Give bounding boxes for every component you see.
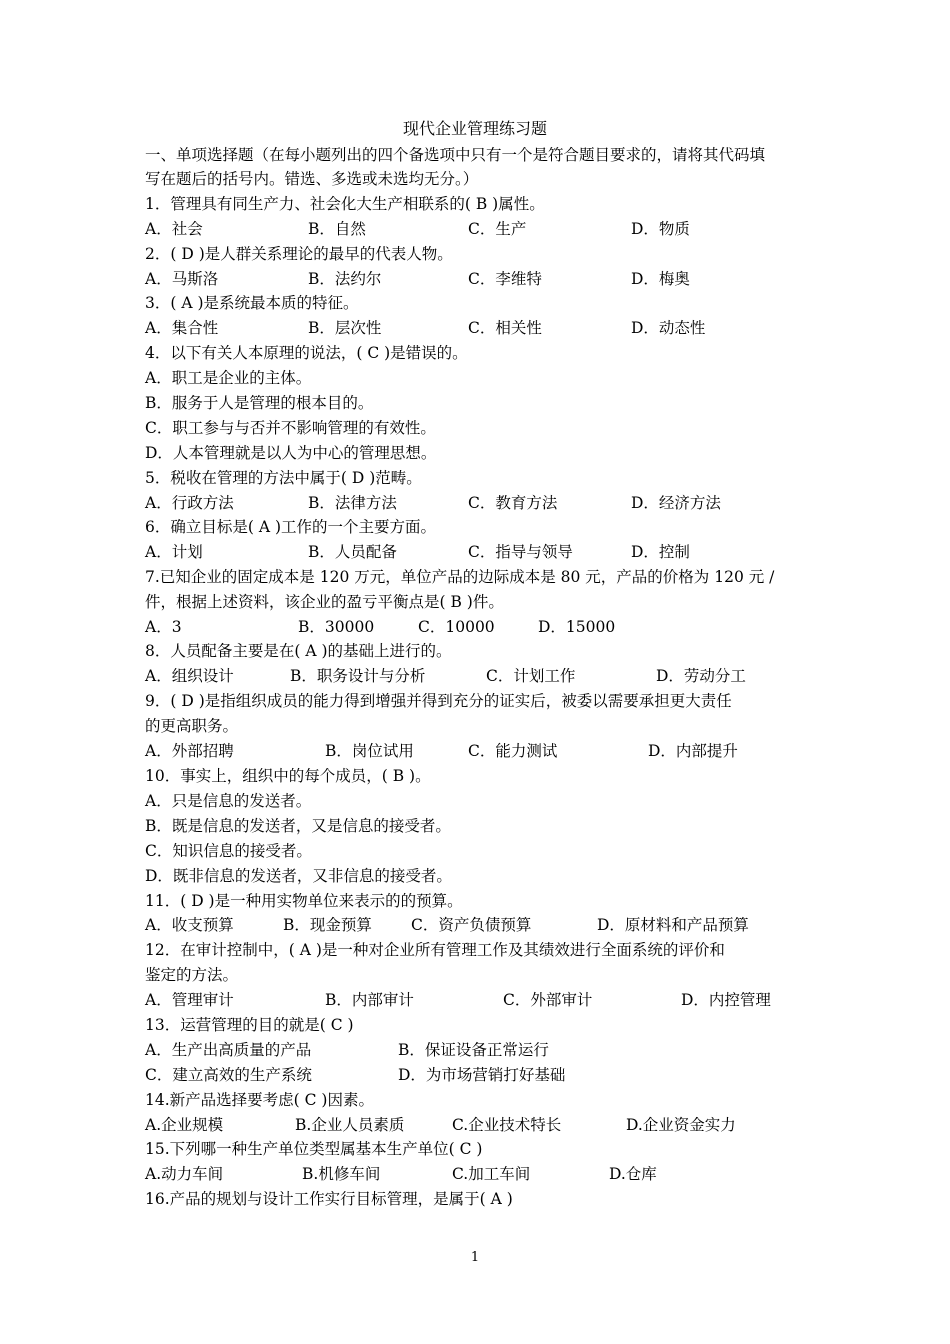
question-5-options bbox=[145, 491, 825, 515]
question-10-option-b: B．既是信息的发送者，又是信息的接受者。 bbox=[145, 817, 451, 835]
option-c: C．资产负债预算 bbox=[411, 916, 532, 934]
question-8-stem: 8．人员配备主要是在( A )的基础上进行的。 bbox=[145, 642, 452, 660]
question-2-options bbox=[145, 267, 825, 291]
option-b: B．现金预算 bbox=[283, 916, 372, 934]
question-3-stem: 3．( A )是系统最本质的特征。 bbox=[145, 294, 359, 312]
option-d: D.企业资金实力 bbox=[626, 1116, 736, 1134]
page-number: 1 bbox=[470, 1250, 480, 1265]
question-14-options bbox=[145, 1113, 825, 1137]
question-11-options bbox=[145, 913, 825, 937]
option-a: A．马斯洛 bbox=[145, 270, 219, 288]
option-d: D．原材料和产品预算 bbox=[597, 916, 749, 934]
option-c: C．外部审计 bbox=[503, 991, 593, 1009]
option-c: C．指导与领导 bbox=[468, 543, 573, 561]
option-d: D．劳动分工 bbox=[656, 667, 746, 685]
question-15-stem: 15.下列哪一种生产单位类型属基本生产单位( C ) bbox=[145, 1140, 483, 1158]
option-c: C．相关性 bbox=[468, 319, 542, 337]
option-b: B.机修车间 bbox=[302, 1165, 381, 1183]
option-c: C．能力测试 bbox=[468, 742, 558, 760]
question-11-stem: 11．( D )是一种用实物单位来表示的的预算。 bbox=[145, 892, 463, 910]
option-c: C.企业技术特长 bbox=[452, 1116, 562, 1134]
question-2-stem: 2．( D )是人群关系理论的最早的代表人物。 bbox=[145, 245, 453, 263]
option-b: B．30000 bbox=[298, 618, 375, 636]
option-d: D．内控管理 bbox=[681, 991, 771, 1009]
option-a: A．行政方法 bbox=[145, 494, 234, 512]
option-b: B．自然 bbox=[308, 220, 366, 238]
question-4-option-c: C．职工参与与否并不影响管理的有效性。 bbox=[145, 419, 436, 437]
option-b: B．岗位试用 bbox=[325, 742, 414, 760]
option-a: A.企业规模 bbox=[145, 1116, 224, 1134]
question-7-stem-line1: 7.已知企业的固定成本是 120 万元，单位产品的边际成本是 80 元，产品的价格为 120 元 / bbox=[145, 568, 775, 586]
option-c: C．李维特 bbox=[468, 270, 542, 288]
question-6-options bbox=[145, 540, 825, 564]
option-d: D．内部提升 bbox=[648, 742, 738, 760]
option-d: D．15000 bbox=[538, 618, 616, 636]
option-a: A．收支预算 bbox=[145, 916, 234, 934]
option-d: D．为市场营销打好基础 bbox=[398, 1066, 566, 1084]
option-c: C．10000 bbox=[418, 618, 495, 636]
question-6-stem: 6．确立目标是( A )工作的一个主要方面。 bbox=[145, 518, 437, 536]
option-d: D．物质 bbox=[631, 220, 690, 238]
section-heading-line1: 一、单项选择题（在每小题列出的四个备选项中只有一个是符合题目要求的，请将其代码填 bbox=[145, 146, 766, 164]
question-4-option-b: B．服务于人是管理的根本目的。 bbox=[145, 394, 374, 412]
question-9-stem-line2: 的更高职务。 bbox=[145, 717, 239, 735]
option-a: A．集合性 bbox=[145, 319, 219, 337]
option-b: B．层次性 bbox=[308, 319, 382, 337]
option-c: C．生产 bbox=[468, 220, 527, 238]
question-7-stem-line2: 件，根据上述资料，该企业的盈亏平衡点是( B )件。 bbox=[145, 593, 504, 611]
option-a: A．计划 bbox=[145, 543, 203, 561]
question-8-options bbox=[145, 664, 825, 688]
option-b: B．法律方法 bbox=[308, 494, 397, 512]
question-10-stem: 10．事实上，组织中的每个成员，( B )。 bbox=[145, 767, 431, 785]
question-12-options bbox=[145, 988, 825, 1012]
option-c: C．建立高效的生产系统 bbox=[145, 1066, 312, 1084]
option-c: C.加工车间 bbox=[452, 1165, 531, 1183]
option-b: B.企业人员素质 bbox=[295, 1116, 405, 1134]
option-c: C．教育方法 bbox=[468, 494, 558, 512]
question-5-stem: 5．税收在管理的方法中属于( D )范畴。 bbox=[145, 469, 422, 487]
option-d: D．控制 bbox=[631, 543, 690, 561]
question-9-options bbox=[145, 739, 825, 763]
question-10-option-a: A．只是信息的发送者。 bbox=[145, 792, 312, 810]
option-b: B．法约尔 bbox=[308, 270, 382, 288]
question-12-stem-line1: 12．在审计控制中，( A )是一种对企业所有管理工作及其绩效进行全面系统的评价和 bbox=[145, 941, 725, 959]
option-c: C．计划工作 bbox=[486, 667, 576, 685]
option-b: B．内部审计 bbox=[325, 991, 414, 1009]
section-heading-line2: 写在题后的括号内。错选、多选或未选均无分。） bbox=[145, 170, 479, 188]
question-14-stem: 14.新产品选择要考虑( C )因素。 bbox=[145, 1091, 374, 1109]
option-a: A．3 bbox=[145, 618, 182, 636]
question-7-options bbox=[145, 615, 825, 639]
option-d: D．动态性 bbox=[631, 319, 706, 337]
option-b: B．保证设备正常运行 bbox=[398, 1041, 549, 1059]
option-b: B．人员配备 bbox=[308, 543, 397, 561]
question-12-stem-line2: 鉴定的方法。 bbox=[145, 966, 239, 984]
question-15-options bbox=[145, 1162, 825, 1186]
page-title: 现代企业管理练习题 bbox=[402, 119, 547, 138]
option-d: D．经济方法 bbox=[631, 494, 721, 512]
question-13-options-row1 bbox=[145, 1038, 825, 1062]
question-13-stem: 13．运营管理的目的就是( C ) bbox=[145, 1016, 354, 1034]
question-10-option-d: D．既非信息的发送者，又非信息的接受者。 bbox=[145, 867, 452, 885]
option-a: A．生产出高质量的产品 bbox=[145, 1041, 312, 1059]
option-a: A．组织设计 bbox=[145, 667, 234, 685]
question-9-stem-line1: 9．( D )是指组织成员的能力得到增强并得到充分的证实后，被委以需要承担更大责任 bbox=[145, 692, 732, 710]
question-16-stem: 16.产品的规划与设计工作实行目标管理，是属于( A ) bbox=[145, 1190, 513, 1208]
option-a: A．外部招聘 bbox=[145, 742, 234, 760]
option-b: B．职务设计与分析 bbox=[290, 667, 426, 685]
option-a: A．管理审计 bbox=[145, 991, 234, 1009]
option-a: A.动力车间 bbox=[145, 1165, 224, 1183]
question-1-stem: 1．管理具有同生产力、社会化大生产相联系的( B )属性。 bbox=[145, 195, 545, 213]
question-4-option-d: D．人本管理就是以人为中心的管理思想。 bbox=[145, 444, 437, 462]
question-4-stem: 4．以下有关人本原理的说法，( C )是错误的。 bbox=[145, 344, 468, 362]
option-d: D.仓库 bbox=[609, 1165, 657, 1183]
question-13-options-row2 bbox=[145, 1063, 825, 1087]
question-10-option-c: C．知识信息的接受者。 bbox=[145, 842, 312, 860]
option-a: A．社会 bbox=[145, 220, 203, 238]
question-1-options bbox=[145, 217, 825, 241]
question-3-options bbox=[145, 316, 825, 340]
question-4-option-a: A．职工是企业的主体。 bbox=[145, 369, 312, 387]
option-d: D．梅奥 bbox=[631, 270, 690, 288]
